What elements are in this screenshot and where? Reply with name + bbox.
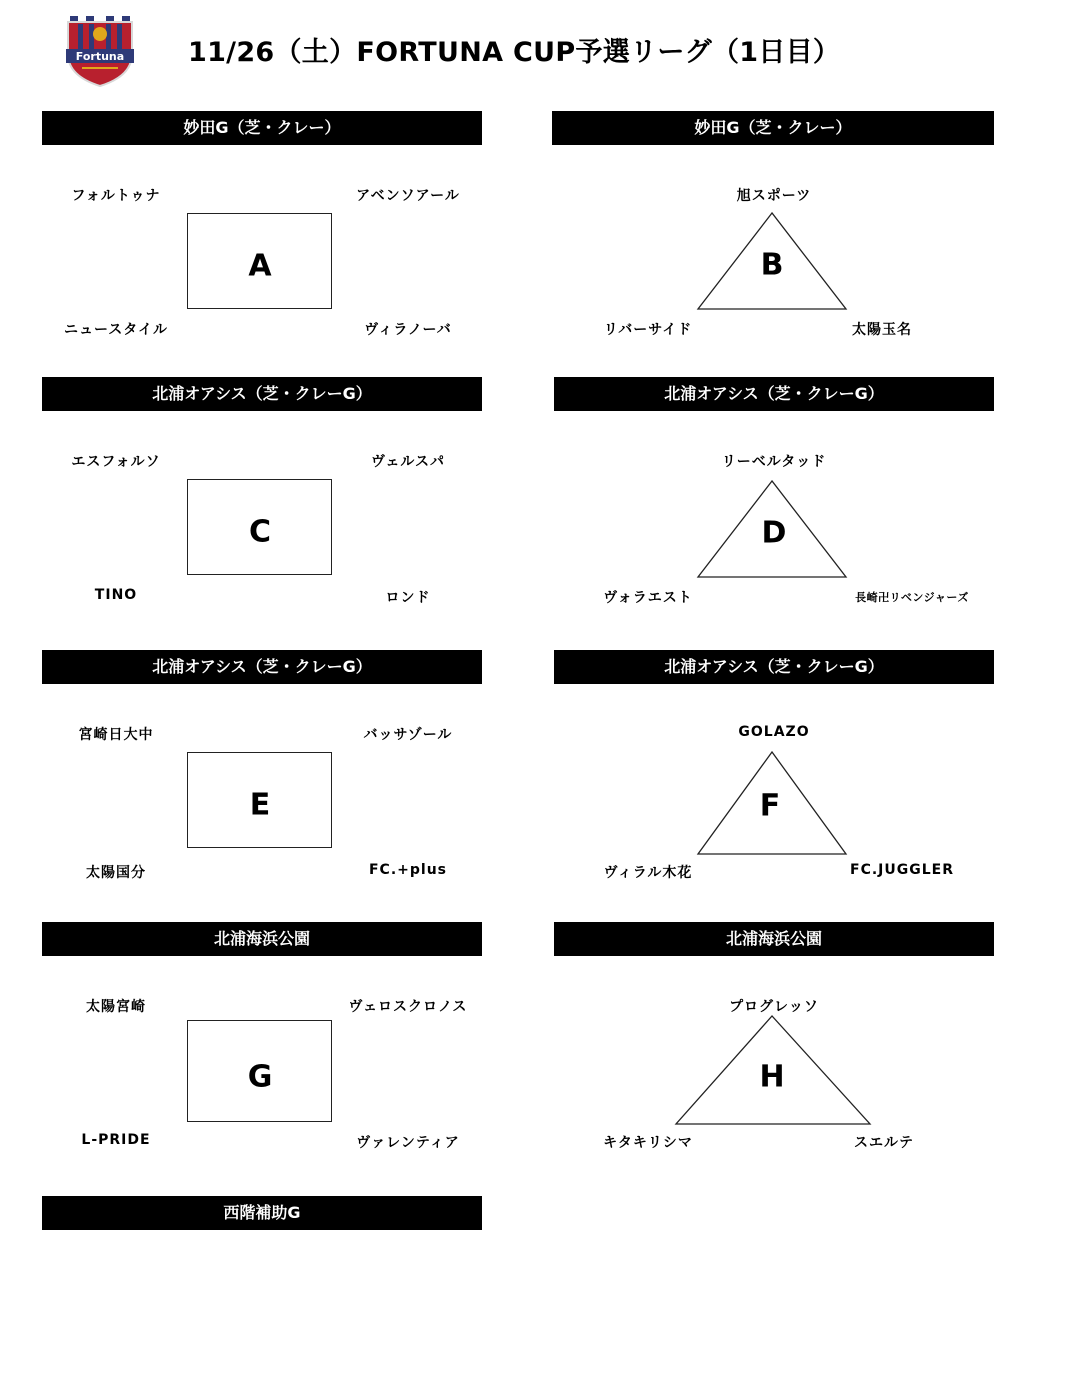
venue-bar-extra: 西階補助G — [42, 1196, 482, 1230]
team-bottom-right: FC.+plus — [368, 862, 448, 878]
team-top: プログレッソ — [729, 999, 819, 1015]
team-bottom-right: 太陽玉名 — [852, 322, 912, 338]
group-h — [554, 922, 994, 1184]
group-g — [42, 922, 482, 1184]
venue-bar: 北浦オアシス（芝・クレーG） — [42, 650, 482, 684]
team-bottom-left: ヴォラエスト — [603, 590, 693, 606]
team-bottom-right: ロンド — [385, 590, 431, 606]
team-bottom-right: スエルテ — [854, 1135, 914, 1151]
group-letter: C — [248, 514, 272, 550]
team-bottom-right: FC.JUGGLER — [850, 862, 954, 878]
group-letter: H — [759, 1059, 785, 1095]
venue-bar: 北浦海浜公園 — [554, 922, 994, 956]
team-bottom-left: キタキリシマ — [603, 1135, 693, 1151]
group-letter: F — [759, 788, 781, 824]
team-bottom-left: ヴィラル木花 — [603, 865, 693, 881]
group-letter: A — [248, 248, 272, 284]
team-top-right: ヴェロスクロノス — [348, 999, 468, 1015]
group-a — [42, 111, 482, 373]
team-bottom-left: L-PRIDE — [81, 1132, 151, 1148]
venue-bar: 妙田G（芝・クレー） — [42, 111, 482, 145]
group-c — [42, 377, 482, 639]
team-top: 旭スポーツ — [736, 188, 812, 204]
group-b — [552, 111, 992, 373]
venue-bar: 北浦オアシス（芝・クレーG） — [42, 377, 482, 411]
team-top-right: バッサゾール — [363, 727, 453, 743]
team-bottom-right: 長崎卍リベンジャーズ — [855, 591, 969, 604]
team-top-right: ヴェルスパ — [370, 454, 446, 470]
team-bottom-left: リバーサイド — [603, 322, 693, 338]
team-bottom-left: 太陽国分 — [86, 865, 146, 881]
group-e — [42, 650, 482, 912]
team-bottom-left: ニュースタイル — [63, 322, 169, 338]
team-bottom-right: ヴィラノーバ — [364, 322, 452, 338]
team-bottom-right: ヴァレンティア — [356, 1135, 460, 1151]
group-letter: B — [760, 247, 784, 283]
venue-bar: 妙田G（芝・クレー） — [552, 111, 994, 145]
group-f — [554, 650, 994, 912]
venue-bar: 北浦オアシス（芝・クレーG） — [554, 377, 994, 411]
team-top: GOLAZO — [738, 724, 810, 740]
team-top: リーベルタッド — [721, 454, 827, 470]
group-letter: E — [249, 787, 271, 823]
team-bottom-left: TINO — [94, 587, 138, 603]
team-top-left: エスフォルソ — [71, 454, 161, 470]
group-letter: D — [761, 515, 787, 551]
venue-bar: 北浦オアシス（芝・クレーG） — [554, 650, 994, 684]
group-d — [554, 377, 994, 639]
team-top-right: アベンソアール — [356, 188, 460, 204]
fortuna-logo — [62, 14, 138, 88]
page-title: 11/26（土）FORTUNA CUP予選リーグ（1日目） — [188, 37, 841, 68]
venue-bar: 北浦海浜公園 — [42, 922, 482, 956]
group-letter: G — [247, 1059, 273, 1095]
team-top-left: フォルトゥナ — [71, 188, 161, 204]
team-top-left: 宮崎日大中 — [78, 727, 154, 743]
team-top-left: 太陽宮崎 — [86, 999, 146, 1015]
logo-text: Fortuna — [75, 50, 125, 63]
